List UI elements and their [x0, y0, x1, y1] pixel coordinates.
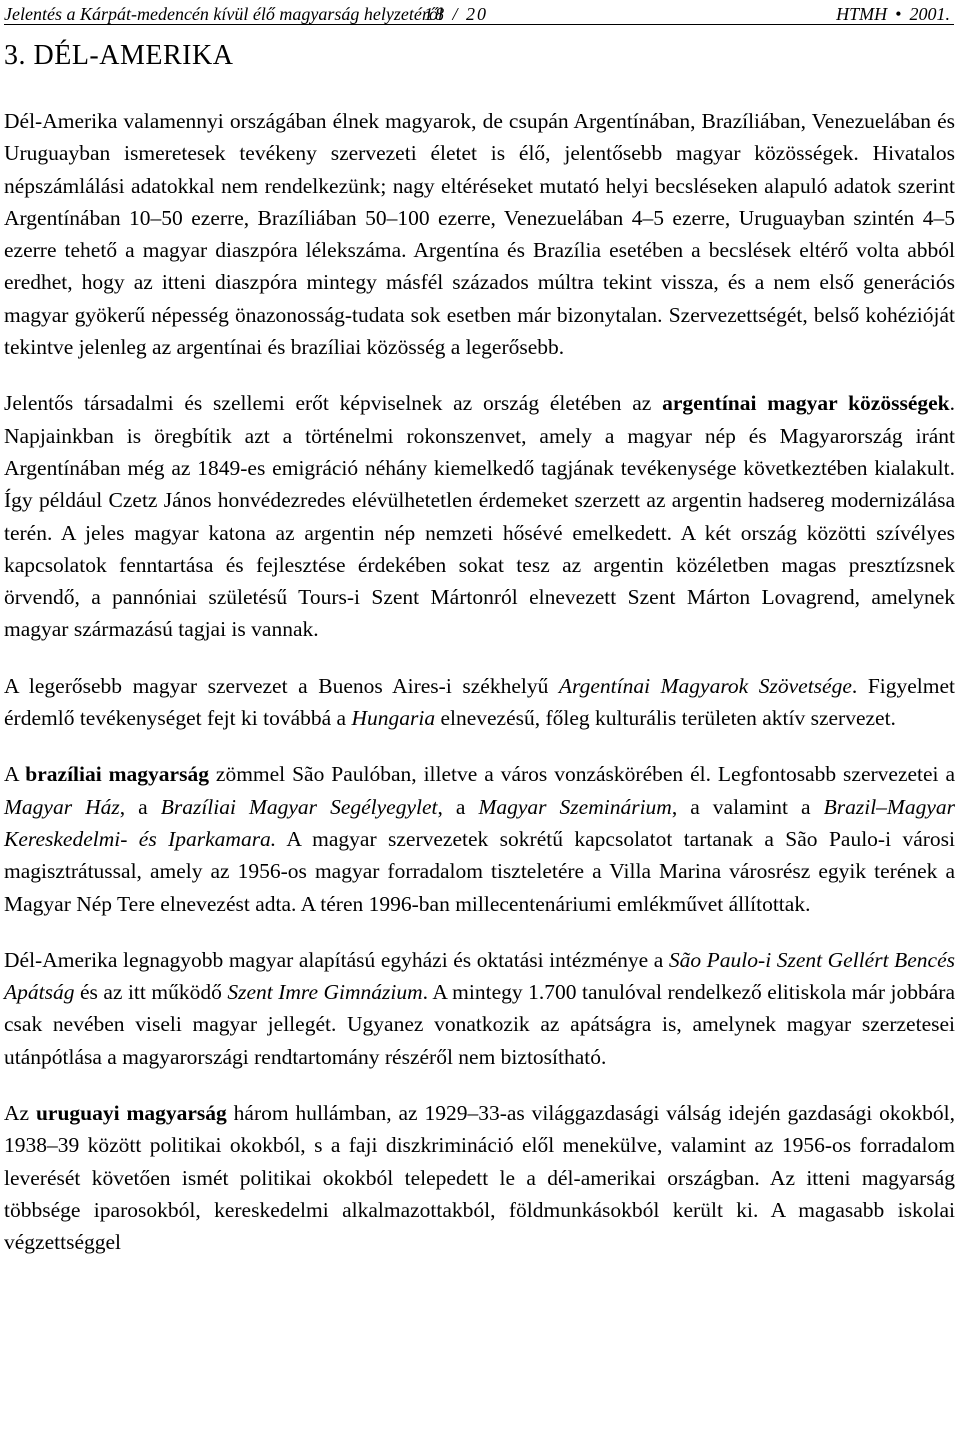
text-run: Jelentős társadalmi és szellemi erőt képviselnek az ország életében az	[4, 391, 663, 416]
text-run: Dél-Amerika valamennyi országában élnek magyarok, de csupán Argentínában, Brazíliában, Venezuelában és Uruguayban ismeretesek tevékeny szervezeti életet is élő, jelentősebb magyar közösségek. Hivatalos népszámlálási adatokkal nem rendelkezünk; nagy eltéréseket mutató helyi becsléseken alapuló adatok szerint Argentínában 10–50 ezerre, Brazíliában 50–100 ezerre, Venezuelában 4–5 ezerre, Uruguayban szintén 4–5 ezerre tehető a magyar diaszpóra lélekszáma. Argentína és Brazília esetében a becslések eltérő volta abból eredhet, hogy az itteni diaszpóra mintegy másfél százados múltra tekint vissza, és a nem első generációs magyar gyökerű népesség önazonosság-tudata sok esetben már bizonytalan. Szervezettségét, belső kohézióját tekintve jelenleg az argentínai és brazíliai közösség a legerősebb.	[4, 109, 955, 360]
text-run: A magyar szervezetek sokrétű kapcsolatot tartanak a São Paulo-i városi magisztrátussal, amely az 1956-os magyar forradalom tiszteletére a Villa Marina városrész egyik terének a Magyar Nép Tere elnevezést adta. A téren 1996-ban millecentenáriumi emlékművet állítottak.	[4, 826, 956, 916]
text-run: . Figyelmet érdemlő tevékenységet fejt ki továbbá a	[4, 673, 956, 731]
text-run: A legerősebb magyar szervezet a Buenos Aires-i székhelyű	[4, 673, 559, 698]
italic-name: Hungaria	[351, 706, 436, 731]
section-heading: 3. DÉL-AMERIKA	[4, 40, 234, 71]
text-run: A	[4, 762, 26, 787]
bold-term: argentínai magyar közösségek	[662, 391, 950, 416]
paragraph	[4, 105, 955, 363]
header-title: Jelentés a Kárpát-medencén kívül élő magyarság helyzetéről	[4, 4, 443, 24]
text-run: elnevezésű, főleg kulturális területen aktív szervezet.	[435, 706, 896, 731]
text-run: és az itt működő	[74, 980, 228, 1005]
italic-name: Magyar Szeminárium	[478, 794, 672, 819]
text-run: zömmel São Paulóban, illetve a város vonzáskörében él. Legfontosabb szervezetei a	[208, 762, 955, 787]
paragraph	[4, 944, 955, 1073]
header-year: 2001.	[909, 4, 950, 24]
running-header	[4, 2, 954, 25]
text-run: , a	[119, 794, 161, 819]
paragraph	[4, 1097, 955, 1258]
text-run: . A mintegy 1.700 tanulóval rendelkező elitiskola már jobbára csak nevében viseli magyar jellegét. Ugyanez vonatkozik az apátságra is, amelynek magyar szerzetesei utánpótlása a magyarországi rendtartomány részéről nem biztosítható.	[4, 980, 955, 1069]
paragraph	[4, 670, 955, 735]
document-body	[4, 105, 955, 1283]
header-org: HTMH	[836, 4, 888, 24]
italic-name: São Paulo-i Szent Gellért Bencés Apátság	[4, 947, 955, 1005]
paragraph	[4, 387, 955, 645]
italic-name: Argentínai Magyarok Szövetsége	[558, 673, 852, 698]
text-run: Dél-Amerika legnagyobb magyar alapítású egyházi és oktatási intézménye a	[4, 947, 669, 972]
italic-name: Magyar Ház	[4, 794, 120, 819]
paragraph	[4, 758, 955, 919]
text-run: Az	[4, 1101, 36, 1126]
text-run: , a	[437, 794, 479, 819]
header-publisher	[836, 4, 950, 25]
text-run: három hullámban, az 1929–33-as világgazdasági válság idején gazdasági okokból, 1938–39 között politikai okokból, s a faji diszkrimináció elől menekülve, valamint az 1956-os forradalom leverését követően ismét politikai okokból telepedett le a dél-amerikai országban. Az itteni magyarság többsége iparosokból, kereskedelmi alkalmazottakból, földmunkásokból került ki. A magasabb iskolai végzettséggel	[4, 1101, 955, 1255]
text-run: . Napjainkban is öregbítik azt a történelmi rokonszenvet, amely a magyar nép és Magyarország iránt Argentínában még az 1849-es emigráció néhány kiemelkedő tagjának tevékenysége következtében kialakult. Így például Czetz János honvédezredes elévülhetetlen érdemeket szerzett az argentin hadsereg modernizálása terén. A jeles magyar katona az argentin nép nemzeti hősévé emelkedett. A két ország közötti szívélyes kapcsolatok fenntartása és fejlesztése érdekében sokat tesz az argentin közéletben magas presztízsnek örvendő, a pannóniai születésű Tours-i Szent Mártonról elnevezett Szent Márton Lovagrend, amelynek magyar származású tagjai is vannak.	[4, 391, 955, 642]
italic-name: Brazil–Magyar Kereskedelmi- és Iparkamara.	[4, 794, 955, 851]
text-run: , a valamint a	[671, 794, 824, 819]
bold-term: brazíliai magyarság	[25, 762, 209, 787]
italic-name: Szent Imre Gimnázium	[227, 980, 423, 1005]
header-bullet: •	[895, 4, 902, 24]
bold-term: uruguayi magyarság	[35, 1101, 227, 1126]
page-number: 18 / 20	[424, 4, 489, 24]
italic-name: Brazíliai Magyar Segélyegylet	[160, 794, 438, 819]
